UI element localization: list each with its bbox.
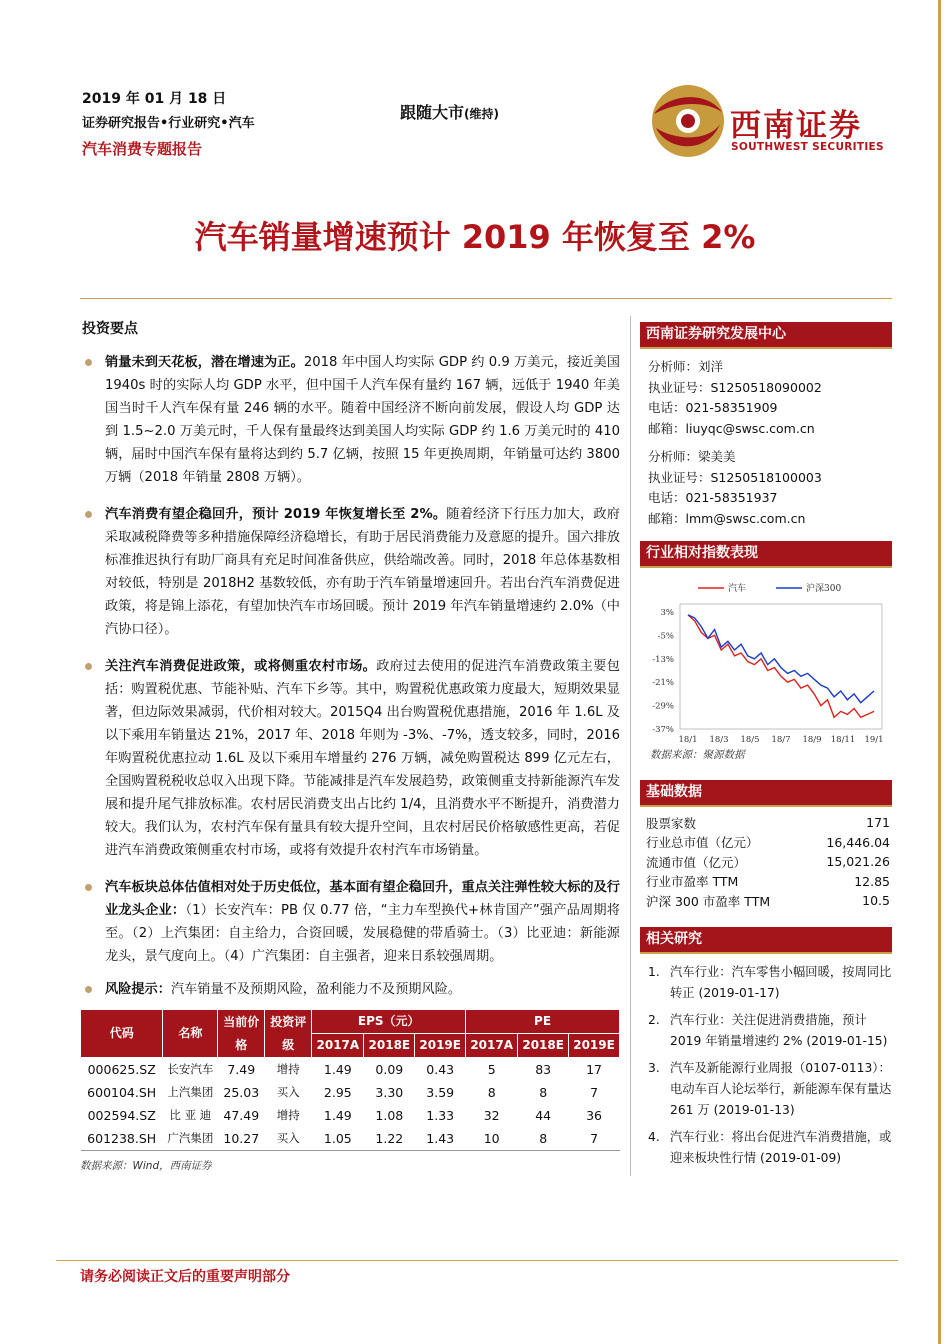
logo-text-en: SOUTHWEST SECURITIES [731, 141, 884, 153]
chart-section-title: 行业相对指数表现 [640, 541, 892, 568]
col-eps-y2: 2018E [364, 1034, 415, 1058]
analyst-cert: 执业证号：S1250518090002 [648, 379, 822, 395]
col-rating: 投资评级 [265, 1010, 312, 1058]
basic-data-table [646, 813, 890, 911]
cell-pe3: 36 [586, 1108, 602, 1123]
col-eps-y1: 2017A [312, 1034, 364, 1058]
related-text: 汽车行业：汽车零售小幅回暖，按周同比转正 [670, 964, 892, 1000]
basic-value: 10.5 [862, 893, 890, 909]
cell-price: 47.49 [223, 1108, 260, 1123]
cell-eps2: 1.22 [364, 1127, 415, 1151]
col-pe-y3: 2019E [569, 1034, 620, 1058]
related-research-list [648, 962, 892, 1169]
related-number: 3. [648, 1060, 660, 1075]
related-text: 汽车及新能源行业周报（0107-0113）：电动车百人论坛举行，新能源车保有量达 261 万 [670, 1060, 892, 1117]
x-tick-label: 19/1 [864, 735, 884, 744]
cell-pe1: 32 [483, 1108, 500, 1123]
cell-name: 广汽集团 [163, 1127, 218, 1151]
cell-code: 601238.SH [81, 1127, 163, 1151]
cell-eps1: 1.05 [312, 1127, 364, 1151]
analyst-phone: 电话：021-58351909 [648, 400, 778, 415]
point-text: 2018 年中国人均实际 GDP 约 0.9 万美元，接近美国 1940s 时的实际人均 GDP 水平，但中国千人汽车保有量约 167 辆，远低于 1940 年美国当时千人汽车保有量 246 辆的水平。随着中国经济不断向前发展，假设人均 GDP 达到 1.5~2.0 万美元时，千人保有量最终达到美国人均实际 GDP 约 1.6 万美元时的 410 辆，届时中国汽车保有量将达到约 5.7 亿辆，按照 15 年更换周期，年销量可达约 3800 万辆（2018 年销量 2808 万辆）。 [105, 355, 620, 485]
basic-label: 股票家数 [646, 815, 697, 831]
investment-summary [80, 318, 620, 1178]
related-item[interactable] [648, 962, 892, 1004]
rating-note: (维持) [464, 107, 499, 121]
cell-rating: 增持 [276, 1108, 300, 1122]
cell-eps3: 0.43 [426, 1062, 455, 1077]
col-price: 当前价格 [218, 1010, 265, 1058]
cell-pe2: 44 [535, 1108, 552, 1123]
x-tick-label: 18/3 [709, 735, 729, 744]
logo-text-cn: 西南证券 [730, 108, 862, 144]
cell-pe2: 8 [539, 1085, 548, 1100]
analyst-phone: 电话：021-58351937 [648, 490, 778, 505]
industry-rating [400, 100, 499, 123]
cell-name: 长安汽车 [167, 1062, 214, 1076]
x-tick-label: 18/5 [740, 735, 760, 744]
report-subtitle: 汽车消费专题报告 [82, 140, 203, 158]
table-row [81, 1127, 620, 1151]
point-text: 政府过去使用的促进汽车消费政策主要包括：购置税优惠、节能补贴、汽车下乡等。其中，购置税优惠政策力度最大，短期效果显著，但边际效果减弱，代价相对较大。2015Q4 出台购置税优惠措施，2016 年 1.6L 及以下乘用车销量达 21%，2017 年、2018 年则为 -3%、-7%，透支较多，同时，2016 年购置税优惠拉动 1.6L 及以下乘用车增量约 276 万辆，减免购置税达 899 亿元左右，全国购置税税收总収入出现下降。节能减排是汽车发展趋势，政策侧重支持新能源汽车发展和提升尾气排放标准。农村居民消费支出占比约 1/4，且消费水平不断提升，消费潜力较大。我们认为，农村汽车保有量具有较大提升空间，且农村居民价格敏感性更高，若促进汽车消费政策侧重农村市场，或将有效提升农村汽车市场销量。 [105, 659, 620, 858]
cell-pe3: 17 [586, 1062, 602, 1077]
series-line-0 [688, 615, 874, 717]
x-tick-label: 18/9 [802, 735, 822, 744]
y-tick-label: -5% [657, 631, 674, 642]
bullet-dot-icon [85, 986, 92, 993]
cell-code: 002594.SZ [87, 1108, 156, 1123]
basic-row [646, 833, 890, 853]
report-title: 汽车销量增速预计 2019 年恢复至 2% [194, 218, 756, 256]
rating-main: 跟随大市 [400, 103, 465, 122]
cell-eps3: 1.43 [415, 1127, 466, 1151]
cell-name: 上汽集团 [167, 1085, 214, 1099]
related-item[interactable] [648, 1010, 892, 1052]
summary-point [80, 655, 620, 862]
col-name: 名称 [163, 1010, 218, 1058]
bullet-dot-icon [85, 663, 92, 670]
series-line-1 [688, 615, 874, 703]
basic-label: 行业市盈率 TTM [646, 874, 739, 890]
cell-eps1: 2.95 [323, 1085, 352, 1100]
cell-pe3: 7 [590, 1085, 599, 1100]
cell-name: 比 亚 迪 [169, 1108, 212, 1122]
basic-data-title: 基础数据 [640, 780, 892, 807]
bullet-dot-icon [85, 359, 92, 366]
point-text: 汽车销量不及预期风险，盈利能力不及预期风险。 [170, 982, 462, 997]
table-row [81, 1081, 620, 1104]
related-date: (2019-01-17) [698, 985, 780, 1000]
basic-value: 171 [866, 815, 890, 831]
col-pe-y2: 2018E [518, 1034, 569, 1058]
col-pe: PE [466, 1010, 620, 1034]
legend-label-0: 汽车 [728, 584, 747, 594]
column-divider [630, 316, 631, 1176]
point-lead: 关注汽车消费促进政策，或将侧重农村市场。 [105, 659, 377, 674]
cell-eps3: 1.33 [426, 1108, 455, 1123]
cell-eps3: 3.59 [426, 1085, 455, 1100]
point-text: （1）长安汽车：PB 仅 0.77 倍，“主力车型换代+林肯国产”强产品周期将至。（2）上汽集团：自主给力，合资回暖，发展稳健的带盾骑士。（3）比亚迪：新能源龙头，景气度向上。（4）广汽集团：自主强者，迎来日系较强周期。 [105, 903, 620, 964]
chart-source: 数据来源：聚源数据 [650, 749, 745, 761]
cell-eps1: 1.49 [323, 1062, 352, 1077]
analyst-name: 分析师：刘洋 [648, 359, 724, 374]
col-eps: EPS（元） [312, 1010, 466, 1034]
basic-value: 15,021.26 [826, 854, 890, 870]
basic-row [646, 872, 890, 892]
page-edge-stripe [938, 0, 941, 1344]
stock-table [80, 1009, 620, 1151]
basic-row [646, 891, 890, 911]
x-tick-label: 18/1 [678, 735, 698, 744]
related-date: (2019-01-13) [713, 1102, 795, 1117]
bullet-dot-icon [85, 511, 92, 518]
related-number: 1. [648, 964, 660, 979]
y-tick-label: -21% [652, 678, 674, 689]
related-item[interactable] [648, 1127, 892, 1169]
bullet-dot-icon [85, 884, 92, 891]
related-number: 2. [648, 1012, 660, 1027]
cell-price: 10.27 [218, 1127, 265, 1151]
basic-label: 流通市值（亿元） [646, 854, 747, 870]
cell-pe1: 5 [487, 1062, 496, 1077]
legend-label-1: 沪深300 [806, 584, 842, 594]
footer-disclaimer: 请务必阅读正文后的重要声明部分 [80, 1269, 290, 1285]
y-tick-label: 3% [660, 608, 674, 618]
table-source: 数据来源：Wind，西南证券 [80, 1160, 212, 1172]
cell-eps2: 3.30 [375, 1085, 404, 1100]
title-divider [80, 298, 892, 299]
basic-row [646, 852, 890, 872]
table-row [81, 1058, 620, 1082]
cell-eps2: 0.09 [375, 1062, 404, 1077]
summary-point [80, 978, 620, 1001]
cell-eps2: 1.08 [375, 1108, 404, 1123]
footer-divider [56, 1260, 898, 1261]
related-item[interactable] [648, 1058, 892, 1121]
point-lead: 汽车消费有望企稳回升，预计 2019 年恢复增长至 2%。 [105, 507, 447, 522]
cell-price: 25.03 [223, 1085, 260, 1100]
summary-heading: 投资要点 [82, 321, 138, 337]
point-lead: 销量未到天花板，潜在增速为正。 [105, 355, 304, 370]
cell-pe3: 7 [569, 1127, 620, 1151]
cell-pe1: 8 [487, 1085, 496, 1100]
analyst-info [640, 349, 892, 529]
point-text: 随着经济下行压力加大，政府采取减税降费等多种措施保障经济稳增长，有助于居民消费能力及意愿的提升。国六排放标准推迟执行有助厂商具有充足时间准备供应，供给端改善。同时，2018 年总体基数相对较低，特别是 2018H2 基数较低，亦有助于汽车销量增速回升。若出台汽车消费促进政策，将是锦上添花，有望加快汽车市场回暖。预计 2019 年汽车销量增速约 2.0%（中汽协口径）。 [105, 507, 620, 637]
cell-code: 000625.SZ [87, 1062, 156, 1077]
report-category: 证券研究报告•行业研究•汽车 [82, 116, 255, 131]
basic-value: 12.85 [854, 873, 890, 889]
cell-code: 600104.SH [87, 1085, 157, 1100]
summary-point [80, 351, 620, 489]
basic-value: 16,446.04 [826, 834, 890, 850]
col-code: 代码 [81, 1010, 163, 1058]
basic-label: 沪深 300 市盈率 TTM [646, 893, 771, 909]
research-center-title: 西南证券研究发展中心 [640, 322, 892, 349]
basic-label: 行业总市值（亿元） [646, 835, 759, 851]
analyst-name: 分析师：梁美美 [648, 449, 736, 464]
cell-pe2: 83 [535, 1062, 552, 1077]
cell-eps1: 1.49 [323, 1108, 352, 1123]
y-tick-label: -13% [652, 654, 674, 665]
cell-rating: 买入 [276, 1085, 300, 1099]
related-date: (2019-01-09) [760, 1150, 842, 1165]
point-lead: 汽车板块总体估值相对处于历史低位，基本面有望企稳回升，重点关注弹性较大标的及行业龙头企业： [105, 880, 620, 918]
y-tick-label: -29% [652, 701, 674, 712]
related-text: 汽车行业：关注促进消费措施，预计 2019 年销量增速约 2% [670, 1012, 867, 1048]
summary-point [80, 503, 620, 641]
y-tick-label: -37% [652, 725, 674, 735]
sidebar [640, 322, 892, 1175]
analyst-cert: 执业证号：S1250518100003 [648, 469, 822, 485]
col-pe-y1: 2017A [466, 1034, 518, 1058]
related-research-title: 相关研究 [640, 927, 892, 954]
related-text: 汽车行业：将出台促进汽车消费措施，或迎来板块性行情 [670, 1129, 892, 1165]
point-lead: 风险提示： [105, 982, 171, 997]
x-tick-label: 18/7 [771, 735, 791, 744]
col-eps-y3: 2019E [415, 1034, 466, 1058]
x-tick-label: 18/11 [830, 735, 856, 744]
chart-svg [640, 574, 892, 744]
cell-pe2: 8 [518, 1127, 569, 1151]
related-number: 4. [648, 1129, 660, 1144]
analyst-email[interactable]: 邮箱：lmm@swsc.com.cn [648, 510, 806, 526]
cell-pe1: 10 [466, 1127, 518, 1151]
related-date: (2019-01-15) [806, 1033, 888, 1048]
report-date: 2019 年 01 月 18 日 [82, 91, 227, 107]
basic-row [646, 813, 890, 833]
cell-rating: 增持 [276, 1062, 300, 1076]
cell-price: 7.49 [227, 1062, 256, 1077]
relative-index-chart [640, 574, 892, 747]
cell-rating: 买入 [265, 1127, 312, 1151]
summary-point [80, 876, 620, 968]
analyst-email[interactable]: 邮箱：liuyqc@swsc.com.cn [648, 420, 815, 436]
table-row [81, 1104, 620, 1127]
